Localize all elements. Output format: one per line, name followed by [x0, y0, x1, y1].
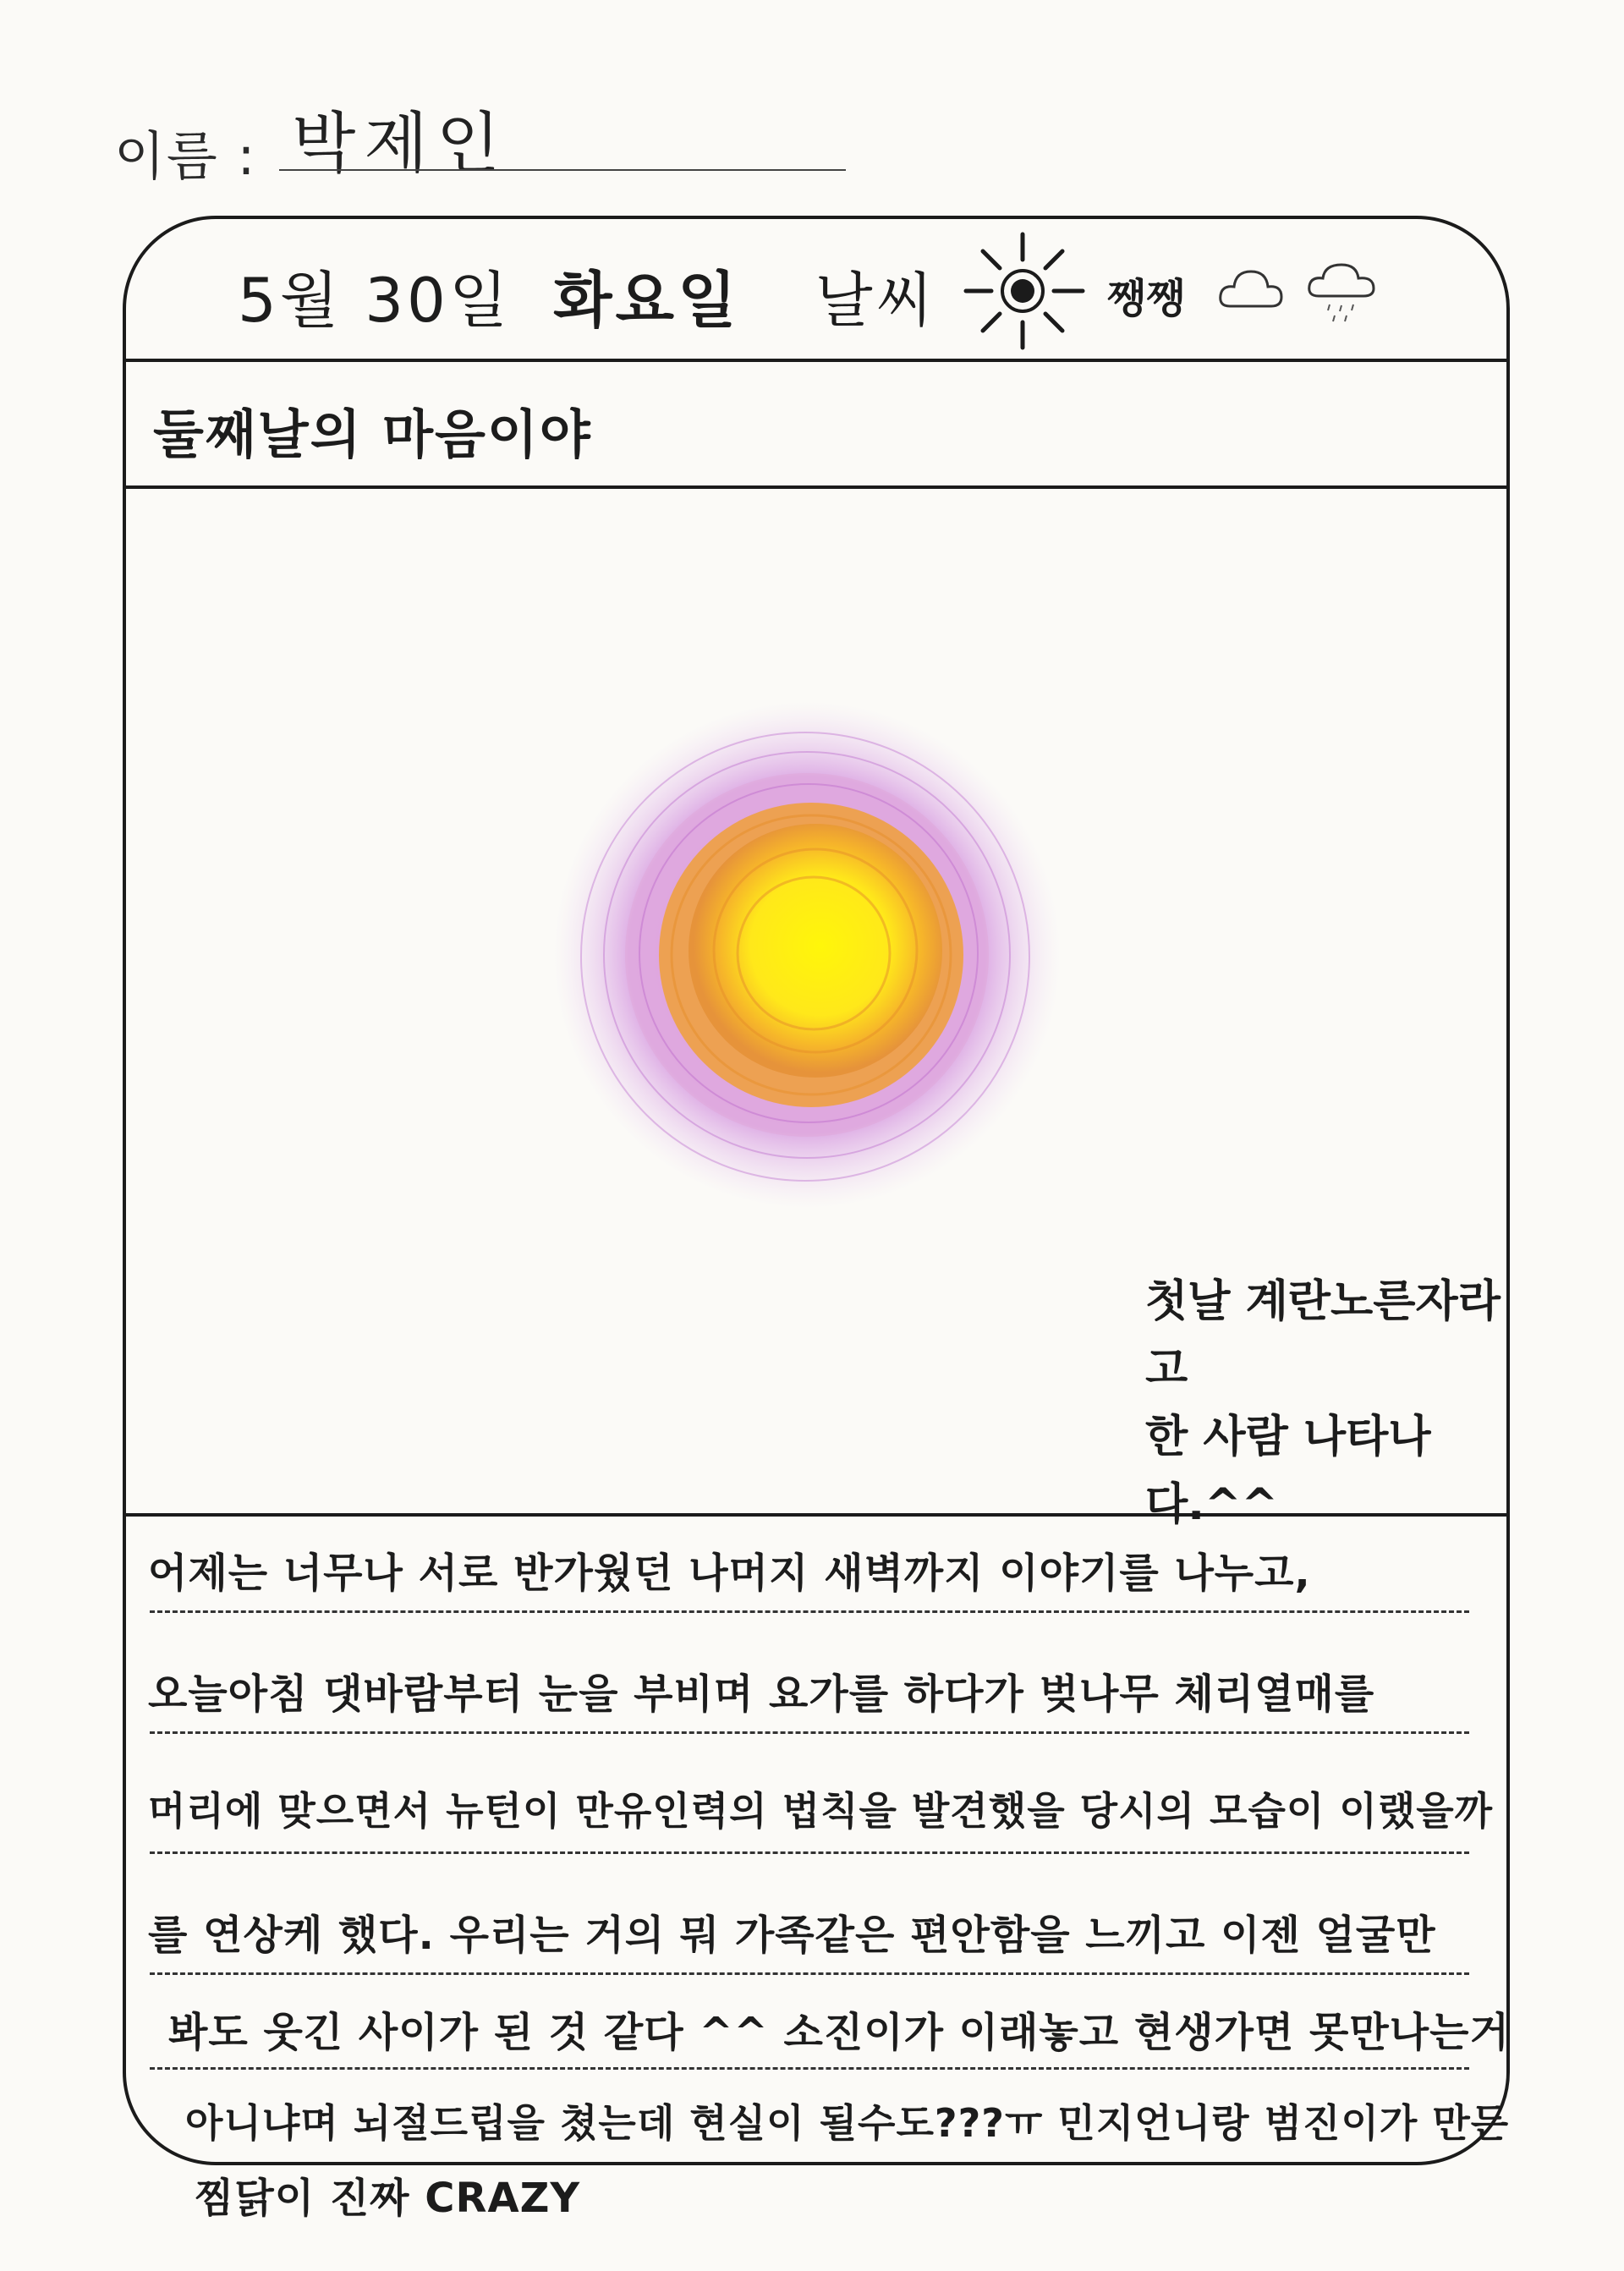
dashed-rule — [150, 1851, 1469, 1854]
diary-line: 오늘아침 댓바람부터 눈을 부비며 요가를 하다가 벚나무 체리열매를 — [148, 1670, 1375, 1718]
diary-line: 머리에 맞으면서 뉴턴이 만유인력의 법칙을 발견했을 당시의 모습이 이랬을까 — [148, 1788, 1494, 1834]
diary-overflow-line: 찜닭이 진짜 CRAZY — [195, 2175, 581, 2222]
rain-icon — [1306, 258, 1382, 326]
drawing-area — [126, 485, 1506, 1530]
diary-title: 둘째날의 마음이야 — [153, 403, 592, 465]
sun-icon — [959, 228, 1086, 354]
diary-text-area — [126, 1513, 1510, 2164]
dashed-rule — [150, 1731, 1469, 1734]
diary-line: 봐도 웃긴 사이가 된 것 같다 ^^ 소진이가 이래놓고 현생가면 못만나는거 — [168, 2009, 1510, 2056]
name-row — [114, 89, 757, 187]
weekday: 화요일 — [553, 265, 740, 336]
diary-line: 아니냐며 뇌절드립을 쳤는데 현실이 될수도???ㅠ 민지언니랑 범진이가 만든 — [185, 2100, 1510, 2146]
diary-line: 를 연상케 했다. 우리는 거의 뭐 가족같은 편안함을 느끼고 이젠 얼굴만 — [148, 1912, 1436, 1959]
date-weather-row — [126, 219, 1506, 362]
dashed-rule — [150, 2067, 1469, 2070]
name-value: 박제인 — [292, 106, 509, 182]
weather-label: 날씨 — [815, 266, 937, 335]
diary-line: 어제는 너무나 서로 반가웠던 나머지 새벽까지 이야기를 나누고, — [148, 1550, 1311, 1597]
caption-line: 한 사람 나타나다.^^ — [1145, 1412, 1431, 1530]
egg-yolk-drawing — [553, 701, 1061, 1209]
date: 5월 30일 — [238, 265, 512, 336]
dashed-rule — [150, 1610, 1469, 1613]
dashed-rule — [150, 1972, 1469, 1975]
caption-line: 첫날 계란노른자라고 — [1145, 1276, 1501, 1395]
diary-card — [123, 216, 1510, 2165]
weather-sunny-text: 쨍쨍 — [1107, 275, 1186, 322]
name-underline — [279, 169, 846, 171]
cloud-icon — [1217, 260, 1285, 319]
drawing-caption — [1145, 1268, 1506, 1539]
title-row — [126, 359, 1506, 489]
name-label: 이름 : — [114, 125, 257, 187]
